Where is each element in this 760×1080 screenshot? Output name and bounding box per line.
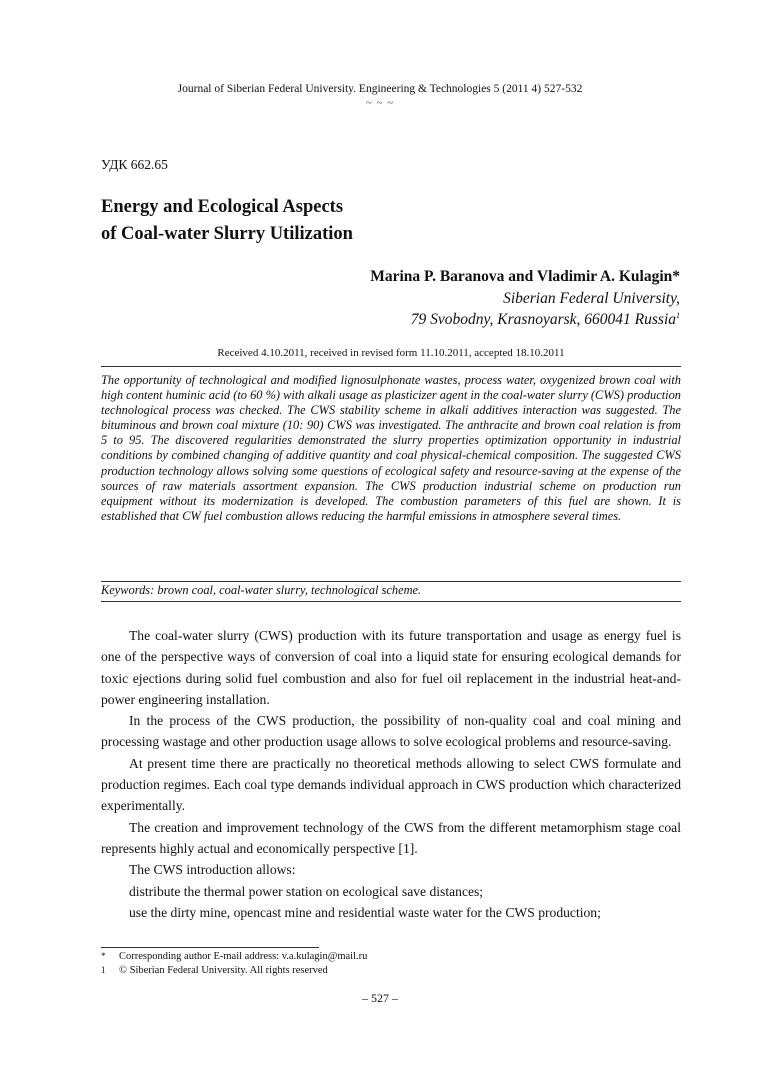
footnote-text: Corresponding author E-mail address: v.a.kulagin@mail.ru xyxy=(119,951,368,962)
body-text xyxy=(101,625,681,923)
affiliation-line-2 xyxy=(370,309,680,331)
body-list-item: use the dirty mine, opencast mine and residential waste water for the CWS production; xyxy=(129,904,601,920)
body-paragraph: The coal-water slurry (CWS) production with its future transportation and usage as energy fuel is one of the perspective ways of conversion of coal into a liquid state for ensuring ecological demands for toxic ejections during solid fuel combustion and also for fuel oil replacement in the industrial heat-and-power engineering installation. xyxy=(101,628,681,707)
body-paragraph: The creation and improvement technology of the CWS from the different metamorphism stage coal represents highly actual and economically perspective [1]. xyxy=(101,819,681,856)
affiliation-footnote-mark: 1 xyxy=(676,310,680,320)
affiliation-address: 79 Svobodny, Krasnoyarsk, 660041 Russia xyxy=(410,311,676,328)
body-list-item: distribute the thermal power station on ecological save distances; xyxy=(129,883,484,899)
udc-code: УДК 662.65 xyxy=(101,157,168,172)
body-paragraph: The CWS introduction allows: xyxy=(129,862,296,878)
abstract: The opportunity of technological and modified lignosulphonate wastes, process water, oxygenized brown coal with high content huminic acid (to 60 %) with alkali usage as plasticizer agent in the coal-water slurry (CWS) production technological process was checked. The CWS stability scheme in alkali additives interaction was suggested. The bituminous and brown coal mixture (10: 90) CWS was investigated. The anthracite and brown coal relation is from 5 to 95. The discovered regularities demonstrated the slurry properties optimization opportunity in industrial conditions by combined changing of additive quantity and coal physical-chemical composition. The suggested CWS production technology allows solving some questions of ecological safety and resource-saving at the expense of the sources of raw materials assortment expansion. The CWS production industrial scheme on production run equipment without its modernization is developed. The combustion parameters of this fuel are shown. It is established that CW fuel combustion allows reducing the harmful emissions in atmosphere several times. xyxy=(101,373,681,523)
footnote-rule xyxy=(101,947,319,948)
footnotes xyxy=(101,950,681,977)
footnote-item xyxy=(101,950,681,964)
header-ornament: ~ ~ ~ xyxy=(365,97,395,109)
abstract-top-rule xyxy=(101,366,681,367)
author-names: Marina P. Baranova and Vladimir A. Kulagin* xyxy=(370,268,680,285)
received-dates: Received 4.10.2011, received in revised form 11.10.2011, accepted 18.10.2011 xyxy=(217,347,565,359)
title-line-1: Energy and Ecological Aspects xyxy=(101,197,344,217)
body-paragraph: At present time there are practically no theoretical methods allowing to select CWS formulate and production regimes. Each coal type demands individual approach in CWS production which characterized experimentally. xyxy=(101,755,681,814)
author-block xyxy=(370,266,680,331)
page-number: – 527 – xyxy=(362,991,398,1005)
keywords: Keywords: brown coal, coal-water slurry, technological scheme. xyxy=(101,583,422,597)
footnote-mark: * xyxy=(101,951,106,961)
title-line-2: of Coal-water Slurry Utilization xyxy=(101,224,353,244)
body-paragraph: In the process of the CWS production, the possibility of non-quality coal and coal mining and processing wastage and other production usage allows to solve ecological problems and resource-saving. xyxy=(101,713,681,750)
keywords-top-rule xyxy=(101,581,681,582)
journal-header: Journal of Siberian Federal University. Engineering & Technologies 5 (2011 4) 527-532 xyxy=(177,83,583,95)
keywords-bottom-rule xyxy=(101,601,681,602)
paper-title xyxy=(101,194,353,248)
footnote-item xyxy=(101,964,681,978)
affiliation-line-1: Siberian Federal University, xyxy=(503,289,680,307)
footnote-mark: 1 xyxy=(101,964,106,975)
footnote-text: © Siberian Federal University. All rights reserved xyxy=(119,964,328,976)
